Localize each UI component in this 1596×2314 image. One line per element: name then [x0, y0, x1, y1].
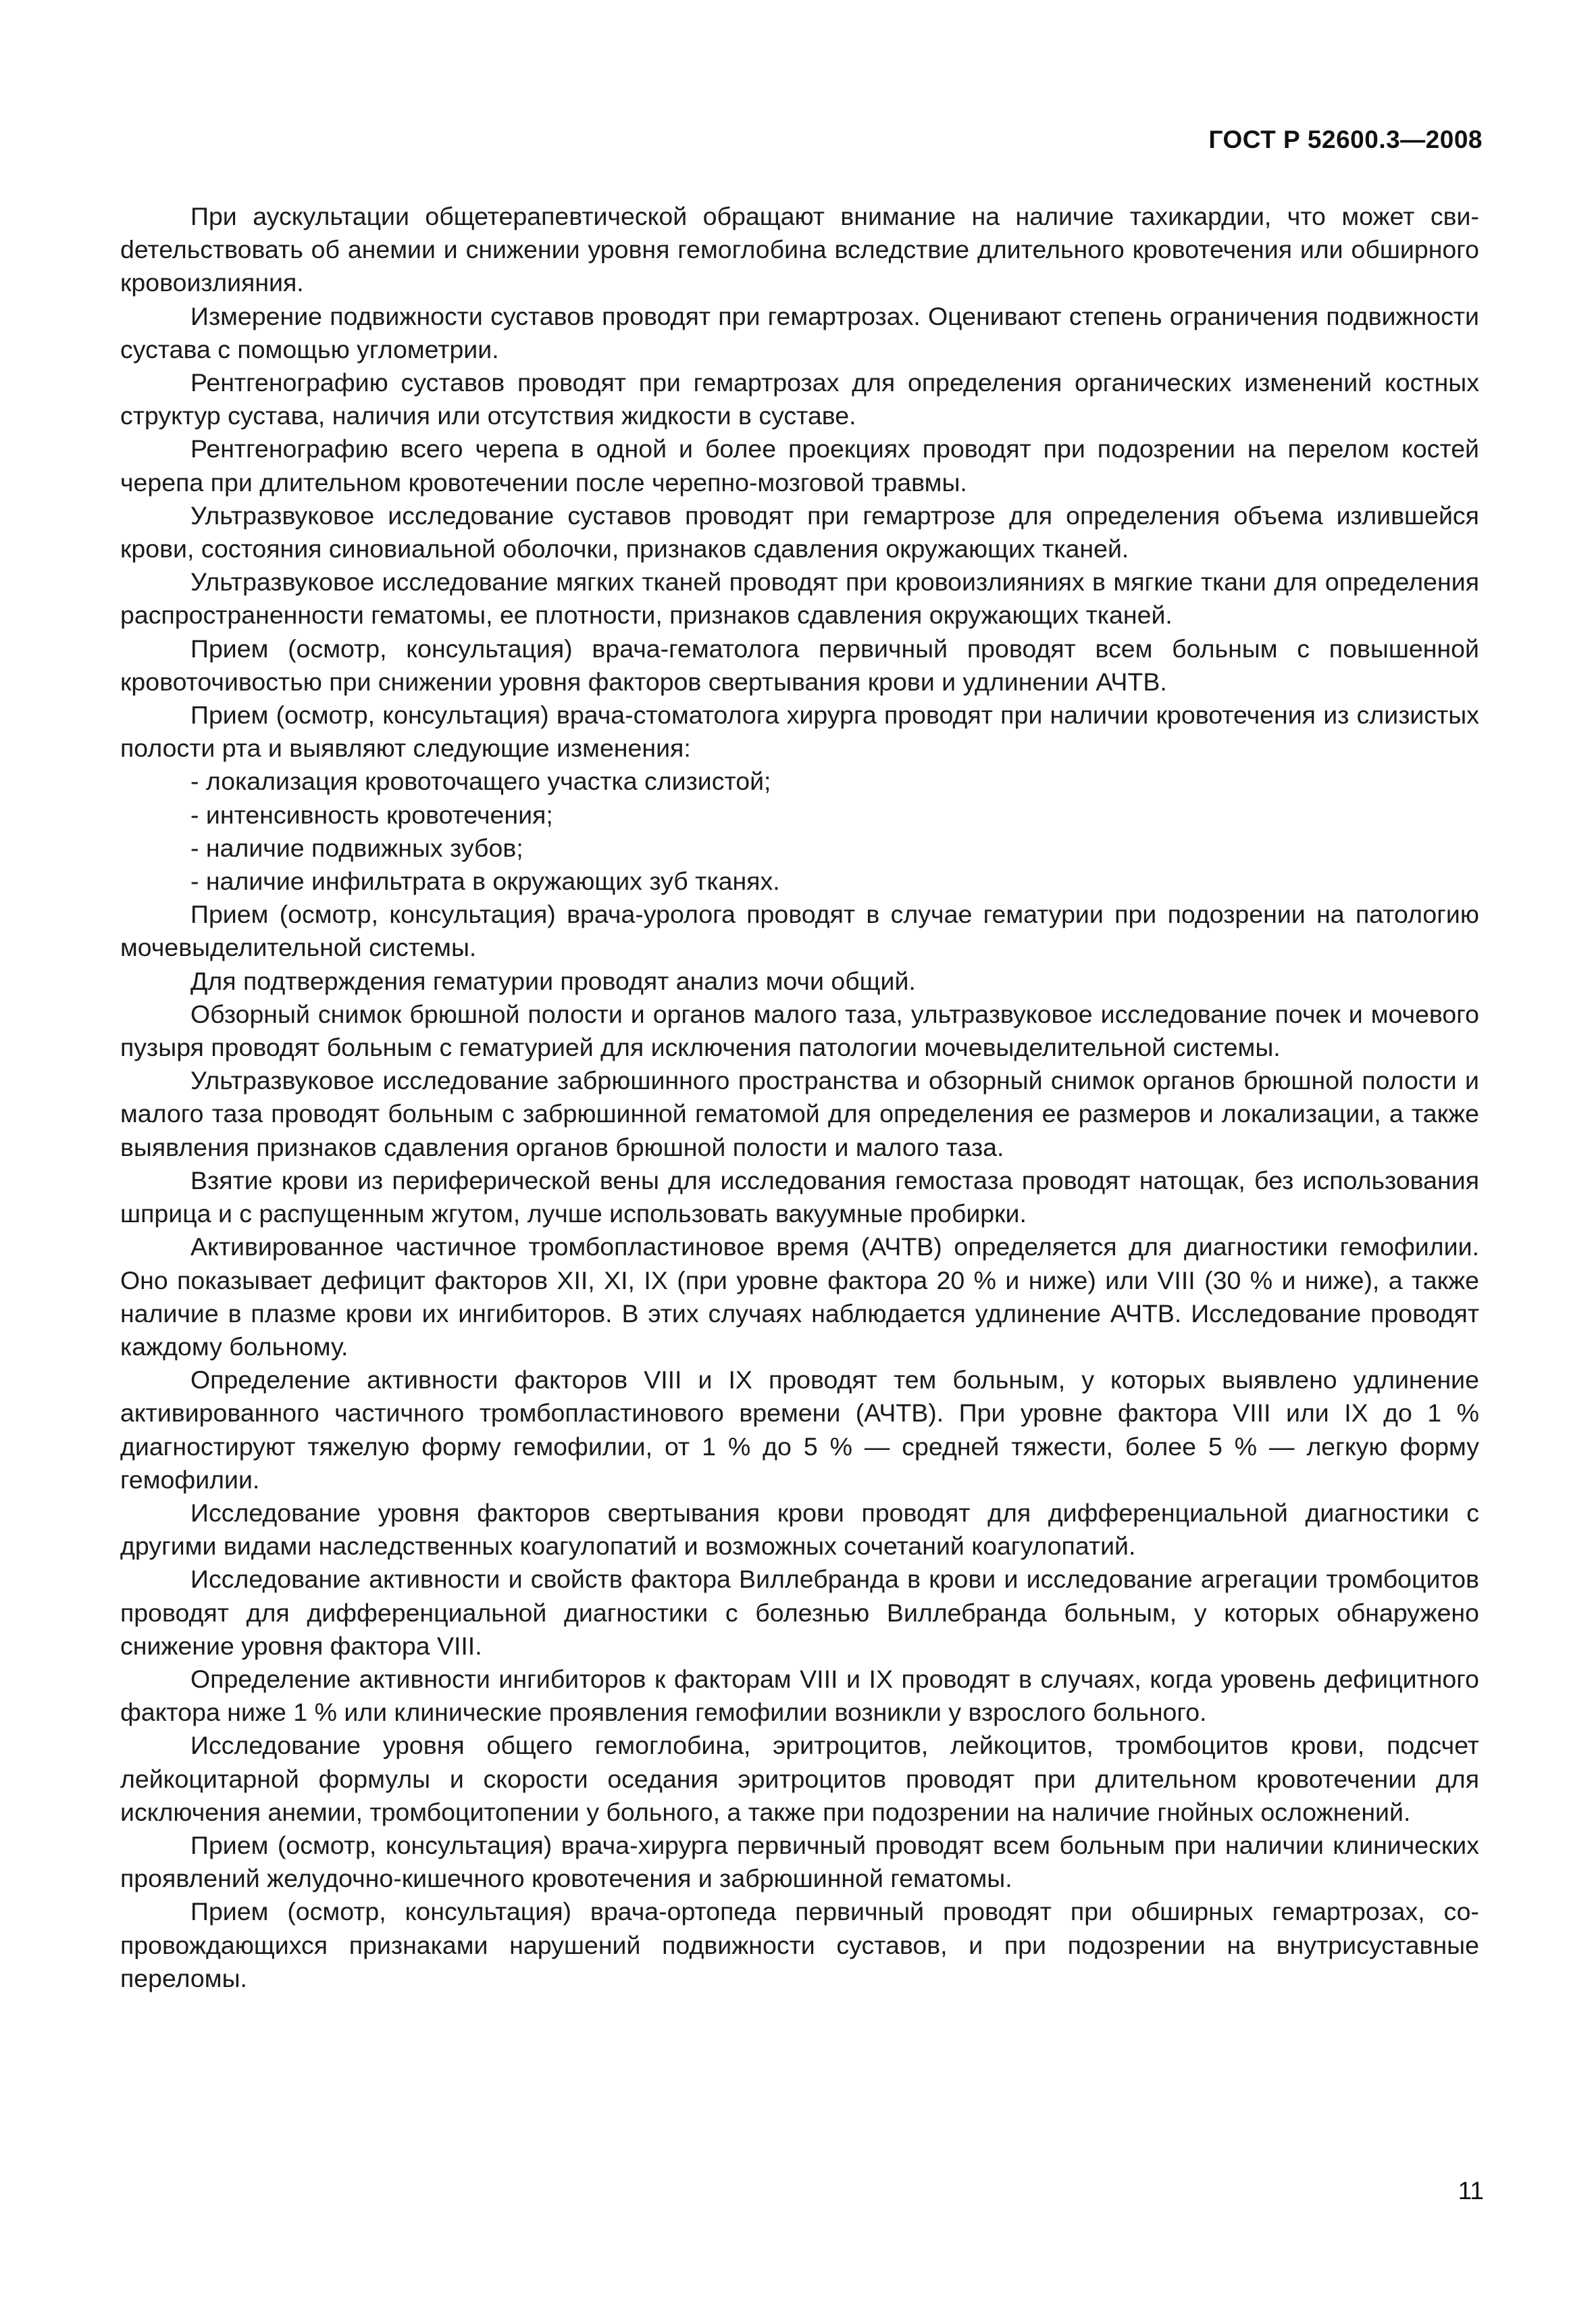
paragraph: Рентгенографию всего черепа в одной и более проекциях проводят при подозрении на перелом костей черепа при длительном кровотечении после черепно-мозговой травмы. [120, 434, 1479, 497]
paragraph: При аускультации общетерапевтической обращают внимание на наличие тахикардии, что может свиdетельствовать об анемии и снижении уровня гемоглобина вследствие длительного кровотечения или обширного кровоизлияния. [120, 202, 1479, 297]
list-item: - локализация кровоточащего участка слизистой; [190, 767, 771, 796]
paragraph: Ультразвуковое исследование суставов проводят при гемартрозе для определения объема излившейся крови, состояния синовиальной оболочки, признаков сдавления окружающих тканей. [120, 501, 1479, 563]
paragraph: Исследование уровня факторов свертывания крови проводят для дифференциальной диагностики с другими видами наследственных коагулопатий и возможных сочетаний коагулопатий. [120, 1498, 1479, 1561]
paragraph: Активированное частичное тромбопластиновое время (АЧТВ) определяется для диагностики гемофилии. Оно показывает дефицит факторов XII, XI, IX (при уровне фактора 20 % и ниже) или VIII (30 % и ниже), а также наличие в плазме крови их ингибиторов. В этих случаях наблюдается удлинение АЧТВ. Исследование проводят каждому больному. [120, 1232, 1479, 1361]
paragraph: Определение активности факторов VIII и IX проводят тем больным, у которых выявлено удлинение активированного частичного тромбопластинового времени (АЧТВ). При уровне фактора VIII или IX до 1 % диагностируют тяжелую форму гемофилии, от 1 % до 5 % — средней тяжести, более 5 % — легкую форму гемофилии. [120, 1365, 1479, 1494]
body-text [120, 200, 1479, 1995]
paragraph: Для подтверждения гематурии проводят анализ мочи общий. [190, 966, 916, 995]
paragraph: Исследование активности и свойств фактора Виллебранда в крови и исследование агрегации тромбоцитов проводят для дифференциальной диагностики с болезнью Виллебранда больным, у которых обнаружено снижение уровня фактора VIII. [120, 1565, 1479, 1660]
paragraph: Исследование уровня общего гемоглобина, эритроцитов, лейкоцитов, тромбоцитов крови, подсчет лейкоцитарной формулы и скорости оседания эритроцитов проводят при длительном кровотечении для исключения анемии, тромбоцитопении у больного, а также при подозрении на наличие гнойных осложнений. [120, 1731, 1479, 1826]
paragraph: Обзорный снимок брюшной полости и органов малого таза, ультразвуковое исследование почек и мочевого пузыря проводят больным с гематурией для исключения патологии мочевыделительной системы. [120, 999, 1479, 1062]
paragraph: Прием (осмотр, консультация) врача-стоматолога хирурга проводят при наличии кровотечения из слизистых полости рта и выявляют следующие изменения: [120, 701, 1479, 763]
paragraph: Прием (осмотр, консультация) врача-ортопеда первичный проводят при обширных гемартрозах, сопровождающихся признаками нарушений подвижности суставов, и при подозрении на внутрисуставные переломы. [120, 1897, 1479, 1992]
paragraph: Измерение подвижности суставов проводят при гемартрозах. Оценивают степень ограничения подвижности сустава с помощью углометрии. [120, 301, 1479, 363]
paragraph: Определение активности ингибиторов к факторам VIII и IX проводят в случаях, когда уровень дефицитного фактора ниже 1 % или клинические проявления гемофилии возникли у взрослого больного. [120, 1664, 1479, 1727]
list-item: - наличие инфильтрата в окружающих зуб тканях. [190, 867, 780, 896]
paragraph: Ультразвуковое исследование мягких тканей проводят при кровоизлияниях в мягкие ткани для определения распространенности гематомы, ее плотности, признаков сдавления окружающих тканей. [120, 568, 1479, 630]
page-number: 11 [1458, 2177, 1484, 2205]
paragraph: Прием (осмотр, консультация) врача-хирурга первичный проводят всем больным при наличии клинических проявлений желудочно-кишечного кровотечения и забрюшинной гематомы. [120, 1830, 1479, 1893]
paragraph: Ультразвуковое исследование забрюшинного пространства и обзорный снимок органов брюшной полости и малого таза проводят больным с забрюшинной гематомой для определения ее размеров и локализации, а также выявления признаков сдавления органов брюшной полости и малого таза. [120, 1066, 1479, 1161]
paragraph: Прием (осмотр, консультация) врача-уролога проводят в случае гематурии при подозрении на патологию мочевыделительной системы. [120, 900, 1479, 962]
paragraph: Рентгенографию суставов проводят при гемартрозах для определения органических изменений костных структур сустава, наличия или отсутствия жидкости в суставе. [120, 368, 1479, 430]
paragraph: Взятие крови из периферической вены для исследования гемостаза проводят натощак, без использования шприца и с распущенным жгутом, лучше использовать вакуумные пробирки. [120, 1165, 1479, 1228]
list-item: - интенсивность кровотечения; [190, 800, 553, 829]
document-code-header: ГОСТ Р 52600.3—2008 [1208, 126, 1483, 153]
paragraph: Прием (осмотр, консультация) врача-гематолога первичный проводят всем больным с повышенной кровоточивостью при снижении уровня факторов свертывания крови и удлинении АЧТВ. [120, 634, 1479, 696]
list-item: - наличие подвижных зубов; [190, 833, 523, 862]
